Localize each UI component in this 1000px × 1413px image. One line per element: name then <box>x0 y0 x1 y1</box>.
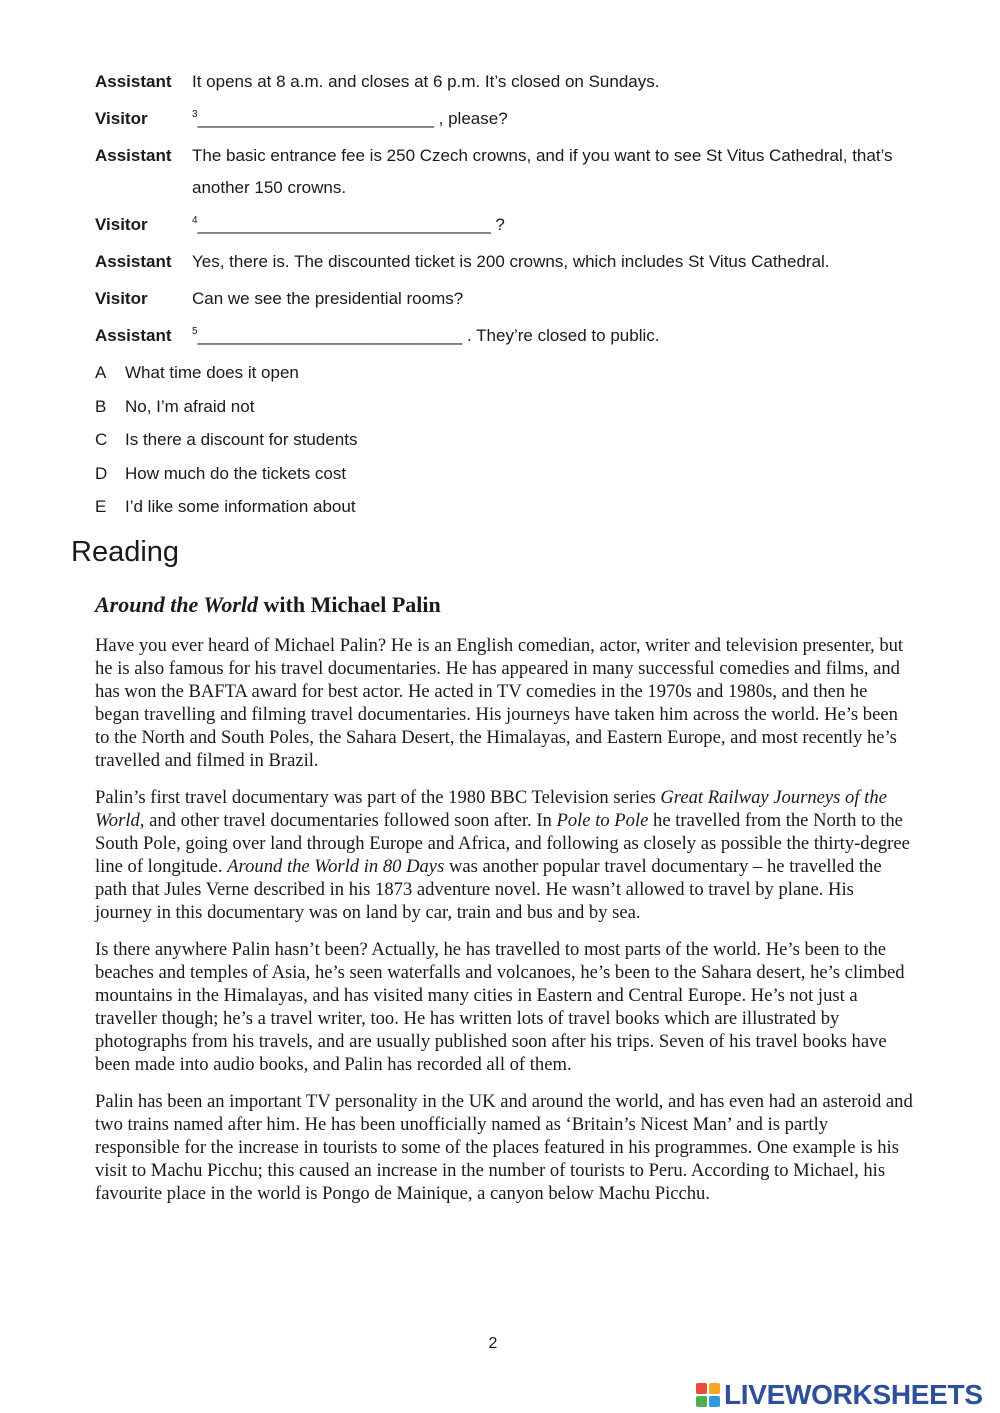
page-number: 2 <box>488 1335 498 1352</box>
article-paragraph-3: Is there anywhere Palin hasn’t been? Actually, he has travelled to most parts of the world. He’s been to the beaches and temples of Asia, he’s seen waterfalls and volcanoes, he’s been to the Sahara desert, he’s climbed mountains in the Himalayas, and has visited many cities in Eastern and Central Europe. He’s not just a traveller though; he’s a travel writer, too. He has written lots of travel books which are illustrated by photographs from his travels, and are usually published soon after his trips. Seven of his travel books have been made into audio books, and Palin has recorded all of them. <box>95 939 905 1075</box>
article-paragraph-2 <box>95 786 915 924</box>
line-text: The basic entrance fee is 250 Czech crowns, and if you want to see St Vitus Cathedral, that’s another 150 crowns. <box>192 146 893 197</box>
option-letter: D <box>95 463 108 483</box>
answer-gap-3[interactable]: _________________________ <box>197 109 434 128</box>
line-text: Can we see the presidential rooms? <box>192 289 464 308</box>
liveworksheets-brand[interactable] <box>696 1379 983 1411</box>
option-letter: B <box>95 396 107 416</box>
dialogue-line <box>95 140 925 204</box>
option-text: Is there a discount for students <box>125 430 358 449</box>
gap-number: 4 <box>192 215 198 226</box>
speaker-label: Visitor <box>95 109 148 128</box>
article-title-rest: with Michael Palin <box>258 592 441 617</box>
dialogue-line <box>95 246 925 278</box>
answer-gap-5[interactable]: ____________________________ <box>197 326 463 345</box>
title-reference: Pole to Pole <box>556 810 649 831</box>
article-paragraph-4: Palin has been an important TV personality in the UK and around the world, and has even had an asteroid and two trains named after him. He has been unofficially named as ‘Britain’s Nicest Man’ and is partly responsible for the increase in tourists to some of the places featured in his programmes. One example is his visit to Machu Picchu; this caused an increase in the number of tourists to Peru. According to Michael, his favourite place in the world is Pongo de Mainique, a canyon below Machu Picchu. <box>95 1091 913 1204</box>
option-item <box>95 390 357 424</box>
dialogue-line <box>95 320 925 352</box>
dialogue-line <box>95 283 925 315</box>
line-text: It opens at 8 a.m. and closes at 6 p.m. It’s closed on Sundays. <box>192 72 660 91</box>
answer-gap-4[interactable]: _______________________________ <box>197 215 491 234</box>
title-reference: Around the World in 80 Days <box>227 856 445 877</box>
dialogue-line <box>95 209 925 241</box>
logo-tile <box>696 1396 707 1407</box>
section-title: Reading <box>71 536 180 568</box>
line-text <box>192 320 925 352</box>
speaker-label: Assistant <box>95 326 172 345</box>
dialogue-line <box>95 66 925 98</box>
line-suffix: . They’re closed to public. <box>462 326 660 345</box>
article-paragraph-1: Have you ever heard of Michael Palin? He is an English comedian, actor, writer and television presenter, but he is also famous for his travel documentaries. He has appeared in many successful comedies and films, and has won the BAFTA award for best actor. He acted in TV comedies in the 1970s and 1980s, and then he began travelling and filming travel documentaries. His journeys have taken him across the world. He’s been to the North and South Poles, the Sahara Desert, the Himalayas, and Eastern Europe, and most recently he’s travelled and filmed in Brazil. <box>95 635 904 771</box>
speaker-label: Assistant <box>95 146 172 165</box>
option-letter: C <box>95 430 108 449</box>
logo-tile <box>696 1383 707 1394</box>
gap-number: 5 <box>192 326 198 337</box>
speaker-label: Visitor <box>95 289 148 308</box>
answer-options <box>95 356 357 524</box>
article-body <box>95 634 915 1219</box>
logo-tile <box>709 1383 720 1394</box>
text-run: was another popular travel documentary – he travelled the path that Jules Verne described in his 1873 adventure novel. He wasn’t allowed to travel by plane. His journey in this documentary was on land by car, train and bus and by sea. <box>95 856 882 923</box>
text-run: Palin’s first travel documentary was part of the 1980 BBC Television series <box>95 787 661 808</box>
logo-tile <box>709 1396 720 1407</box>
brand-name: LIVEWORKSHEETS <box>724 1379 983 1410</box>
speaker-label: Visitor <box>95 215 148 234</box>
line-suffix: , please? <box>433 109 508 128</box>
option-item <box>95 457 357 491</box>
text-run: he travelled from the North to the South Pole, going over land through Europe and Africa, and following as closely as possible the thirty-degree line of longitude. <box>95 810 910 877</box>
line-text <box>192 209 925 241</box>
gap-number: 3 <box>192 109 198 120</box>
option-letter: A <box>95 363 107 382</box>
option-item <box>95 490 357 524</box>
option-item <box>95 356 357 390</box>
article-title <box>95 592 441 618</box>
article-title-italic: Around the World <box>95 592 259 617</box>
option-text: I’d like some information about <box>125 497 356 516</box>
dialogue-line <box>95 103 925 135</box>
speaker-label: Assistant <box>95 72 172 91</box>
liveworksheets-logo-icon <box>696 1383 720 1407</box>
title-reference: Great Railway Journeys of the World, <box>95 787 887 831</box>
option-item <box>95 423 357 457</box>
text-run: and other travel documentaries followed soon after. In <box>144 810 557 831</box>
dialogue <box>95 66 925 357</box>
line-text: Yes, there is. The discounted ticket is 200 crowns, which includes St Vitus Cathedral. <box>192 252 830 271</box>
option-text: What time does it open <box>125 363 299 382</box>
option-text: No, I’m afraid not <box>125 396 255 416</box>
line-suffix: ? <box>490 215 505 234</box>
option-text: How much do the tickets cost <box>125 463 347 483</box>
option-letter: E <box>95 497 107 516</box>
line-text <box>192 103 925 135</box>
speaker-label: Assistant <box>95 252 172 271</box>
